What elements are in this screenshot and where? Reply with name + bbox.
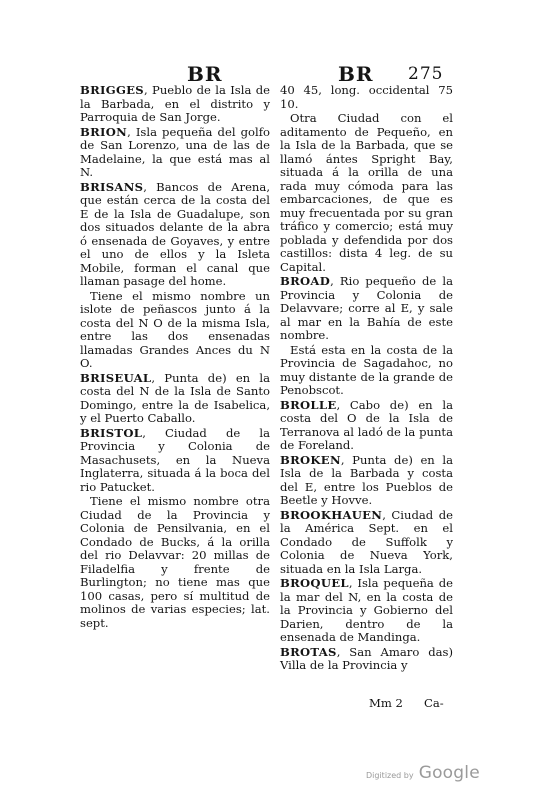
entry-broken [280,454,453,508]
entry-briseual [80,372,270,426]
entry-bristol-note [80,495,270,630]
entry-head: BROLLE [280,397,337,412]
watermark-brand: Google [418,763,480,783]
running-head-left: BR [187,62,223,86]
entry-brotas [280,646,453,673]
entry-broad-note [280,344,453,398]
entry-text: Otra Ciudad con el aditamento de Pequeño, en la Isla de la Barbada, que se llamó ántes Spright Bay, situada á la orilla de una rada muy cómoda para las embarcaciones, de que es muy frecuentada por su gran tráfico y comercio; está muy poblada y defendida por dos castillos: dista 4 leg. de su Capital. [280,111,453,274]
entry-head: BROKEN [280,452,341,467]
entry-head: BROAD [280,274,331,288]
entry-text: Tiene el mismo nombre un islote de peñascos junto á la costa del N O de la misma Isla, entre las dos ensenadas llamadas Grandes Ances du N O. [80,288,270,370]
entry-head: BROOKHAUEN [280,507,383,522]
entry-text: Está esta en la costa de la Provincia de Sagadahoc, no muy distante de la grande de Penobscot. [280,342,453,397]
entry-head: BRION [80,124,128,139]
running-head-right: BR [338,62,374,86]
entry-text: , Ciudad de la Provincia y Colonia de Masachusets, en la Nueva Inglaterra, situada á la boca del rio Patucket. [80,425,270,494]
entry-text: , San Amaro das) Villa de la Provincia y [280,644,453,672]
entry-text: , Punta de) en la costa del N de la Isla de Santo Domingo, entre la de Isabelica, y el Puerto Caballo. [80,370,270,425]
entry-head: BRIGGES [80,83,144,97]
entry-text: , Cabo de) en la costa del O de la Isla de Terranova al ladó de la punta de Foreland. [280,397,453,452]
entry-text: Tiene el mismo nombre otra Ciudad de la Provincia y Colonia de Pensilvania, en el Condado de Bucks, á la orilla del rio Delavvar: 20 millas de Filadelfia y frente de Burlington; no tiene mas que 100 casas, pero sí multitud de molinos de varias especies; lat. sept. [80,494,270,630]
entry-text: , Bancos de Arena, que están cerca de la costa del E de la Isla de Guadalupe, son dos situados delante de la abra ó ensenada de Goyaves, y entre el uno de ellos y la Isleta Mobile, forman el canal que llaman pasage del home. [80,179,270,288]
entry-text: , Ciudad de la América Sept. en el Condado de Suffolk y Colonia de Nueva York, situada en la Isla Larga. [280,507,453,576]
entry-head: BRISANS [80,179,144,194]
entry-text: , Punta de) en la Isla de la Barbada y costa del E, entre los Pueblos de Beetle y Hovve. [280,452,453,507]
google-watermark [366,763,480,783]
entry-text: , Pueblo de la Isla de la Barbada, en el distrito y Parroquia de San Jorge. [80,83,270,124]
entry-head: BRISEUAL [80,370,152,385]
entry-brisans [80,181,270,289]
entry-brion [80,126,270,180]
entry-text: 40 45, long. occidental 75 10. [280,83,453,111]
entry-brookhauen [280,509,453,577]
left-column [80,84,270,631]
entry-brigges [80,84,270,125]
entry-broquel [280,577,453,645]
entry-text: , Rio pequeño de la Provincia y Colonia de Delavvare; corre al E, y sale al mar en la Bahía de este nombre. [280,274,453,342]
page-number: 275 [408,64,444,84]
right-column [280,84,453,674]
entry-brolle [280,399,453,453]
entry-head: BROTAS [280,644,337,659]
signature-mark: Mm 2 [369,696,403,710]
entry-head: BROQUEL [280,576,349,590]
catchword: Ca- [424,696,444,710]
watermark-prefix: Digitized by [366,771,414,780]
entry-bristol [80,427,270,495]
entry-broad [280,275,453,343]
entry-text: , Isla pequeña de la mar del N, en la costa de la Provincia y Gobierno del Darien, dentro de la ensenada de Mandinga. [280,576,453,644]
entry-bristol-note-2 [280,112,453,274]
entry-bristol-cont [280,84,453,111]
entry-text: , Isla pequeña del golfo de San Lorenzo, una de las de Madelaine, la que está mas al N. [80,124,270,179]
entry-head: BRISTOL [80,425,143,440]
entry-brisans-note [80,290,270,371]
